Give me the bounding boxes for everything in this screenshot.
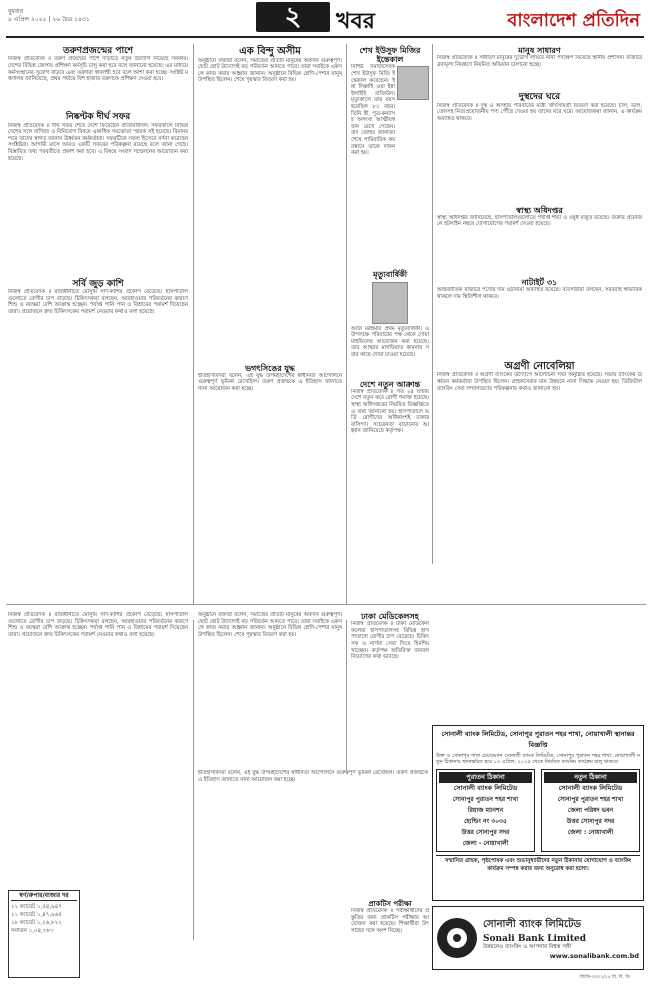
- article-body: নিজস্ব প্রতিবেদক ॥ রাজধানীতে মৌসুমি সর্দি-কাশির প্রকোপ বেড়েছে। হাসপাতালগুলোতে রোগীর চাপ বাড়ছে। চিকিৎসকরা বলছেন, আবহাওয়ার পরিবর্তনের কারণে শিশু ও বয়স্করা বেশি আক্রান্ত হচ্ছেন। পর্যাপ্ত পানি পান ও বিশ্রামের পরামর্শ দিয়েছেন তারা। প্রয়োজনে দ্রুত চিকিৎসকের পরামর্শ নেওয়ার কথাও বলা হয়েছে।: [8, 289, 188, 315]
- address-line: রিয়াজ ম্যানশন: [467, 807, 504, 814]
- headline: মানুষ সাধারণ: [518, 46, 561, 55]
- date-line: [8, 8, 90, 24]
- article-body: বিশিষ্ট সমাজসেবক শেখ ইউসুফ মিজি ইন্তেকাল করেছেন। ইন্না লিল্লাহি ওয়া ইন্না ইলাইহি রাজিউন। মৃত্যুকালে তার বয়স হয়েছিল ৮২ বছর। তিনি স্ত্রী, পুত্র-কন্যাসহ অসংখ্য আত্মীয়স্বজন রেখে গেছেন। বাদ জোহর জানাজা শেষে পারিবারিক কবরস্থানে তাকে দাফন করা হয়।: [351, 64, 395, 157]
- headline: নিষ্কণ্টক দীর্ঘ সফর: [65, 112, 131, 123]
- rate-line: ২১ ক্যারেট ১,৪৭,৯৬৫: [11, 911, 62, 918]
- column-divider: [193, 620, 194, 940]
- headline: অগ্রণী নোবেলিয়া: [504, 360, 575, 372]
- headline: সর্বি জুড় কাশি: [72, 278, 124, 289]
- market-rates-box: [8, 890, 80, 978]
- bank-website-link[interactable]: www.sonalibank.com.bd: [549, 951, 639, 960]
- notice-body: উক্ত ও সোনাপুর শাখা চেয়ারম্যান সোনালী ব্যাংক লিমিটেড, সোনাপুর পুরাতন শহর শাখা, নোয়াখালী নতুন ঠিকানায় স্থানান্তরিত হয়ে ১৩ এপ্রিল, ২০২৫ থেকে নিয়মিত ব্যাংকিং কার্যক্রম চালু থাকবে।: [436, 753, 640, 765]
- notice-title: সোনালী ব্যাংক লিমিটেড, সোনাপুর পুরাতন শহর শাখা, নোয়াখালী স্থানান্তর বিজ্ঞপ্তি: [441, 730, 635, 749]
- column-divider: [346, 44, 347, 604]
- article-practice-exam: [351, 900, 429, 968]
- article-body: নিজস্ব প্রতিবেদক ॥ সাধারণ মানুষের দুর্ভোগ লাঘবে নানা পদক্ষেপ নিয়েছে স্থানীয় প্রশাসন। বাজারে দ্রব্যমূল্য নিয়ন্ত্রণে নিয়মিত অভিযান চালানো হচ্ছে।: [437, 55, 642, 68]
- headline: মৃত্যুবার্ষিকী: [372, 270, 408, 280]
- address-line: জেলা পরিষদ ভবন: [567, 807, 614, 814]
- header-rule: [6, 36, 644, 38]
- article-body: নিজস্ব প্রতিবেদক ॥ তরুণ প্রজন্মের পাশে দাঁড়াতে নতুন উদ্যোগ নিয়েছে সরকার। দেশের বিভিন্ন জেলায় প্রশিক্ষণ কর্মসূচি চালু করা হবে বলে জানানো হয়েছে। এর মাধ্যমে কর্মসংস্থানের সুযোগ বাড়বে এবং তরুণরা স্বাবলম্বী হবে বলে আশা করা হচ্ছে। সংশ্লিষ্ট মন্ত্রণালয় জানিয়েছে, প্রথম পর্যায়ে বিশ হাজার তরুণকে প্রশিক্ষণ দেওয়া হবে।: [8, 56, 188, 83]
- headline: শেখ ইউসুফ মিজির ইন্তেকাল: [359, 46, 421, 65]
- article-body: নিজস্ব প্রতিবেদক ॥ রাজধানীতে মৌসুমি সর্দি-কাশির প্রকোপ বেড়েছে। হাসপাতালগুলোতে রোগীর চাপ বাড়ছে। চিকিৎসকরা বলছেন, আবহাওয়ার পরিবর্তনের কারণে শিশু ও বয়স্করা বেশি আক্রান্ত হচ্ছেন। পর্যাপ্ত পানি পান ও বিশ্রামের পরামর্শ দিয়েছেন তারা। প্রয়োজনে দ্রুত চিকিৎসকের পরামর্শ নেওয়ার কথাও বলা হয়েছে।: [8, 612, 188, 638]
- weekday: বুধবার: [8, 8, 24, 15]
- article-col-3: [351, 46, 429, 539]
- article-col-2-lower: [198, 612, 342, 752]
- headline: দেশে নতুন আক্রান্ত: [359, 379, 421, 389]
- headline: স্বাস্থ্য অধিদপ্তর: [516, 205, 563, 215]
- address-line: উত্তর সোনাপুর সদর: [566, 818, 615, 825]
- article-body: ইতিহাসবিদরা বলেন, এই যুদ্ধ উপমহাদেশের স্বাধীনতা আন্দোলনে গুরুত্বপূর্ণ ভূমিকা রেখেছিল। তরুণ প্রজন্মকে এ ইতিহাস জানাতে নানা আয়োজন করা হচ্ছে।: [198, 372, 342, 392]
- bank-ad-text: [483, 917, 639, 960]
- bank-tagline: উন্নয়নেও ব্যাংকিং এ আপনার বিশ্বস্ত সঙ্গী: [483, 943, 572, 950]
- article-body: নিজস্ব প্রতিবেদক ॥ পরীক্ষার্থীদের প্রস্তুতির জন্য প্রাকটিস পরীক্ষার আয়োজন করা হয়েছে। শিক্ষার্থীরা উৎসাহের সঙ্গে অংশ নিচ্ছে।: [351, 908, 429, 934]
- article-body: আন্তর্জাতিক বাজারে পণ্যের দাম ওঠানামা অব্যাহত রয়েছে। ব্যবসায়ীরা বলছেন, সরবরাহ স্বাভাবিক থাকলে দাম স্থিতিশীল থাকবে।: [437, 286, 642, 300]
- old-address-panel: [436, 769, 535, 852]
- address-line: জেলা : নোয়াখালী: [567, 829, 614, 836]
- rate-line: ১৮ ক্যারেট ১,২৬,৮২২: [11, 919, 62, 926]
- headline: তরুণপ্রজন্মের পাশে: [62, 46, 134, 56]
- column-divider: [193, 44, 194, 604]
- address-panels: [436, 769, 640, 852]
- notice-footer: সম্মানিত গ্রাহক, পৃষ্ঠপোষক এবং শুভানুধ্যায়ীদের নতুন ঠিকানায় যোগাযোগ ও ব্যাংকিং কার্যক্রম সম্পন্ন করার জন্য অনুরোধ করা হলো।: [436, 855, 640, 874]
- article-col-1: [8, 46, 188, 489]
- column-divider: [346, 620, 347, 770]
- column-divider: [432, 44, 433, 564]
- address-line: সোনালী ব্যাংক লিমিটেড: [558, 784, 623, 792]
- relocation-notice: [432, 725, 644, 901]
- article-body: ইতিহাসবিদরা বলেন, এই যুদ্ধ উপমহাদেশের স্বাধীনতা আন্দোলনে গুরুত্বপূর্ণ ভূমিকা রেখেছিল। তরুণ প্রজন্মকে এ ইতিহাস জানাতে নানা আয়োজন করা হচ্ছে।: [198, 770, 428, 783]
- old-address-label: পুরাতন ঠিকানা: [439, 772, 532, 783]
- article-body: আজ মরহুমার প্রথম মৃত্যুবার্ষিকী। এ উপলক্ষে পরিবারের পক্ষ থেকে দোয়া মাহফিলের আয়োজন করা হয়েছে। তার আত্মার মাগফিরাত কামনায় সবার কাছে দোয়া চাওয়া হয়েছে।: [351, 325, 429, 358]
- section-divider: [6, 604, 646, 605]
- bank-ad: [432, 906, 644, 970]
- headline: দুস্থদের ঘরে: [518, 92, 561, 103]
- article-body: নিজস্ব প্রতিবেদক ॥ অগ্রণী ব্যাংকের উদ্যোগে আলোচনা সভা অনুষ্ঠিত হয়েছে। সভায় ব্যাংকের ঊর্ধ্বতন কর্মকর্তারা উপস্থিত ছিলেন। গ্রাহকসেবার মান উন্নয়নে নানা সিদ্ধান্ত নেওয়া হয়। ডিজিটাল ব্যাংকিং সেবা সম্প্রসারণের পরিকল্পনার কথাও জানানো হয়।: [437, 372, 642, 392]
- article-body: অনুষ্ঠানে বক্তারা বলেন, সমাজের প্রতিটি মানুষের অবদান গুরুত্বপূর্ণ। ছোট ছোট উদ্যোগই বড় পরিবর্তন আনতে পারে। তারা সবাইকে একসঙ্গে কাজ করার আহ্বান জানান। অনুষ্ঠানে বিভিন্ন শ্রেণি-পেশার মানুষ উপস্থিত ছিলেন। শেষে পুরস্কার বিতরণ করা হয়।: [198, 57, 342, 84]
- article-body: নিজস্ব প্রতিবেদক ॥ ঢাকা মেডিকেল কলেজ হাসপাতালসহ বিভিন্ন হাসপাতালে রোগীর চাপ বেড়েছে। চিকিৎসক ও নার্সরা সেবা দিতে হিমশিম খাচ্ছেন। কর্তৃপক্ষ অতিরিক্ত জনবল নিয়োগের কথা ভাবছে।: [351, 621, 429, 661]
- headline: ঢাকা মেডিকেলসহ: [361, 612, 419, 621]
- article-body: নিজস্ব প্রতিবেদক ॥ গত ২৪ ঘণ্টায় দেশে নতুন করে রোগী শনাক্ত হয়েছে। স্বাস্থ্য অধিদপ্তরের নিয়মিত বিজ্ঞপ্তিতে এ তথ্য জানানো হয়। হাসপাতালে ভর্তি রোগীদের অধিকাংশই ঢাকার বাসিন্দা। সচেতনতা বাড়ানোর আহ্বান জানিয়েছে কর্তৃপক্ষ।: [351, 388, 429, 435]
- rate-line: সনাতন ১,০৪,৩৮৩: [11, 927, 54, 934]
- section-title: খবর: [336, 9, 375, 34]
- headline: প্রাকটিস পরীক্ষা: [368, 900, 412, 908]
- article-col-2: [198, 46, 342, 553]
- headline: এক বিন্দু অসীম: [239, 46, 301, 57]
- portrait-photo: [372, 282, 408, 324]
- address-line: সোনাপুর পুরাতন শহর শাখা: [557, 796, 624, 803]
- headline: ভগৎসিঙের যুদ্ধ: [245, 363, 295, 373]
- article-col-1-lower: [8, 612, 188, 882]
- article-body: নিজস্ব প্রতিবেদক ॥ দীর্ঘ সফর শেষে দেশে ফিরেছেন প্রতিনিধিদল। সফরকালে বিভিন্ন দেশের সঙ্গে বাণিজ্য ও বিনিয়োগ বিষয়ে একাধিক সমঝোতা স্মারক সই হয়েছে। বিমানবন্দরে তাদের স্বাগত জানান ঊর্ধ্বতন কর্মকর্তারা। সফরটিকে সফল হিসেবে বর্ণনা করেছেন সংশ্লিষ্টরা। আগামী মাসে আরও একটি সফরের পরিকল্পনা রয়েছে বলে জানা গেছে। বিস্তারিত তথ্য পরবর্তীতে প্রকাশ করা হবে। এ বিষয়ে সংবাদ সম্মেলনের আয়োজন করা হয়েছে।: [8, 122, 188, 162]
- rates-title: স্বর্ণ/রুপার/বাজার দর: [11, 893, 77, 901]
- article-col-4: [437, 46, 642, 512]
- bank-name-bn: সোনালী ব্যাংক লিমিটেড: [483, 918, 581, 930]
- address-line: উত্তর সোনাপুর সদর: [461, 829, 510, 836]
- new-address-label: নতুন ঠিকানা: [544, 772, 637, 783]
- address-line: সোনালী ব্যাংক লিমিটেড: [453, 784, 518, 792]
- article-col-3-lower: [351, 612, 429, 761]
- sonali-bank-logo-icon: [437, 918, 477, 958]
- portrait-photo: [397, 66, 429, 100]
- address-line: সোনাপুর পুরাতন শহর শাখা: [452, 796, 519, 803]
- rate-line: ২২ ক্যারেট ১,৫৪,৯৪৭: [11, 903, 62, 910]
- newspaper-logo: বাংলাদেশ প্রতিদিন: [507, 10, 640, 31]
- headline: নাটাইর্ট ৩১: [521, 277, 558, 287]
- bank-name-en: Sonali Bank Limited: [483, 933, 587, 944]
- address-line: জেলা - নোয়াখালী: [462, 840, 509, 847]
- date: ৯ এপ্রিল ২০২৫ | ২৬ চৈত্র ১৪৩১: [8, 16, 90, 23]
- article-body: নিজস্ব প্রতিবেদক ॥ দুস্থ ও অসহায় পরিবারের মধ্যে খাদ্যসামগ্রী বিতরণ করা হয়েছে। চাল, ডাল, তেলসহ নিত্যপ্রয়োজনীয় পণ্য পৌঁছে দেওয়া হয় তাদের ঘরে ঘরে। আয়োজকরা জানান, এ কার্যক্রম অব্যাহত থাকবে।: [437, 102, 642, 122]
- article-body: স্বাস্থ্য অধিদপ্তর জানিয়েছে, হাসপাতালগুলোতে পর্যাপ্ত শয্যা ও ওষুধ মজুত রয়েছে। জরুরি প্রয়োজনে হটলাইন নম্বরে যোগাযোগের পরামর্শ দেওয়া হয়েছে।: [437, 214, 642, 228]
- page-header: [0, 0, 650, 40]
- ad-code: জিডি-৩৩০২/২৫ বি. বি. ডি: [580, 975, 630, 980]
- new-address-panel: [541, 769, 640, 852]
- page-number: ২: [256, 2, 330, 32]
- article-body: অনুষ্ঠানে বক্তারা বলেন, সমাজের প্রতিটি মানুষের অবদান গুরুত্বপূর্ণ। ছোট ছোট উদ্যোগই বড় পরিবর্তন আনতে পারে। তারা সবাইকে একসঙ্গে কাজ করার আহ্বান জানান। অনুষ্ঠানে বিভিন্ন শ্রেণি-পেশার মানুষ উপস্থিত ছিলেন। শেষে পুরস্কার বিতরণ করা হয়।: [198, 612, 342, 638]
- address-line: হোল্ডিং নং ৩০৩৫: [464, 818, 507, 825]
